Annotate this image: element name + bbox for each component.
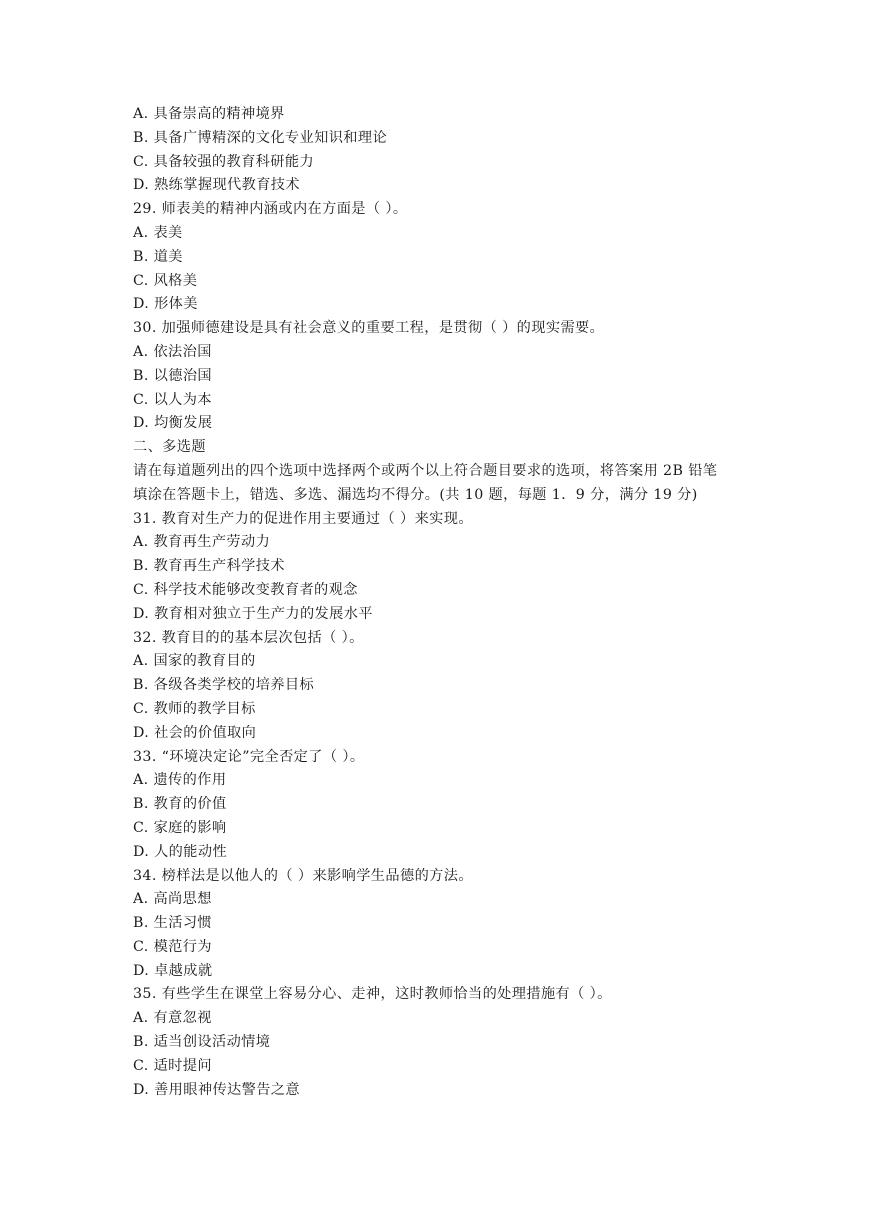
question-33: 33. “环境决定论”完全否定了（ ）。 (133, 748, 365, 765)
option-line: A. 有意忽视 (133, 1010, 212, 1027)
question-29: 29. 师表美的精神内涵或内在方面是（ ）。 (133, 201, 408, 218)
section-instructions: 填涂在答题卡上，错选、多选、漏选均不得分。(共 10 题，每题 1．9 分，满分 19 分) (133, 486, 698, 503)
option-line: A. 教育再生产劳动力 (133, 534, 271, 551)
option-line: C. 模范行为 (133, 938, 212, 955)
option-line: D. 卓越成就 (133, 962, 213, 979)
option-line: C. 科学技术能够改变教育者的观念 (133, 581, 358, 598)
option-line: C. 以人为本 (133, 391, 212, 408)
option-line: B. 生活习惯 (133, 915, 212, 932)
option-line: D. 形体美 (133, 296, 198, 313)
option-line: B. 教育的价值 (133, 796, 227, 813)
option-line: D. 均衡发展 (133, 415, 213, 432)
option-line: B. 道美 (133, 248, 183, 265)
option-line: B. 教育再生产科学技术 (133, 558, 285, 575)
option-line: C. 教师的教学目标 (133, 700, 256, 717)
option-line: D. 熟练掌握现代教育技术 (133, 177, 300, 194)
option-line: A. 高尚思想 (133, 891, 212, 908)
section-instructions: 请在每道题列出的四个选项中选择两个或两个以上符合题目要求的选项，将答案用 2B 铅笔 (133, 462, 718, 479)
option-line: D. 人的能动性 (133, 843, 228, 860)
option-line: C. 适时提问 (133, 1057, 212, 1074)
option-line: A. 表美 (133, 224, 183, 241)
option-line: B. 各级各类学校的培养目标 (133, 677, 315, 694)
option-line: A. 遗传的作用 (133, 772, 227, 789)
option-line: A. 具备崇高的精神境界 (133, 106, 285, 122)
option-line: C. 风格美 (133, 272, 198, 289)
exam-text-block (133, 103, 753, 1102)
question-34: 34. 榜样法是以他人的（ ）来影响学生品德的方法。 (133, 867, 473, 884)
question-30: 30. 加强师德建设是具有社会意义的重要工程，是贯彻（ ）的现实需要。 (133, 320, 605, 337)
question-35: 35. 有些学生在课堂上容易分心、走神，这时教师恰当的处理措施有（ ）。 (133, 986, 612, 1003)
option-line: B. 具备广博精深的文化专业知识和理论 (133, 129, 388, 146)
option-line: A. 依法治国 (133, 343, 212, 360)
option-line: B. 适当创设活动情境 (133, 1034, 271, 1051)
option-line: B. 以德治国 (133, 367, 212, 384)
option-line: D. 教育相对独立于生产力的发展水平 (133, 605, 373, 622)
option-line: C. 具备较强的教育科研能力 (133, 153, 315, 170)
option-line: D. 社会的价值取向 (133, 724, 257, 741)
option-line: D. 善用眼神传达警告之意 (133, 1081, 300, 1098)
section-heading: 二、多选题 (133, 439, 206, 456)
question-31: 31. 教育对生产力的促进作用主要通过（ ）来实现。 (133, 510, 473, 527)
question-32: 32. 教育目的的基本层次包括（ ）。 (133, 629, 364, 646)
option-line: A. 国家的教育目的 (133, 653, 256, 670)
option-line: C. 家庭的影响 (133, 819, 227, 836)
